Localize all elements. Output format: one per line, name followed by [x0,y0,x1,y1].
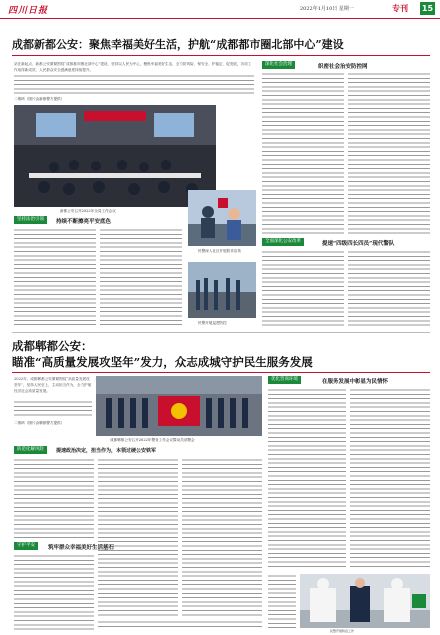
patrol-photo-caption: 民警开展巡逻防控 [198,321,227,325]
community-photo [188,190,256,246]
masthead [0,0,440,19]
article2-headline-line2: 瞄准“高质量发展攻坚年”发力，众志成城守护民生服务发展 [12,355,313,369]
article-divider [12,332,430,333]
article1-subhead-tag-3: 全面深化公安改革 [262,238,304,246]
issue-date: 2022年1月10日 星期一 [300,6,354,12]
article2-column-7 [350,388,430,568]
article2-column-1 [14,458,94,538]
article1-column-4 [348,72,430,236]
article1-column-2 [100,228,182,328]
article1-headline: 成都新都公安：聚焦幸福美好生活，护航“成都都市圈北部中心”建设 [12,38,344,51]
article1-column-3 [262,72,344,236]
meeting-photo [14,105,216,207]
article2-column-6 [268,388,346,568]
article2-subhead-title-3: 筑牢群众幸福美好生活基石 [48,545,115,551]
meeting-photo-caption: 新都公安召开2022年全局工作会议 [60,209,116,213]
epidemic-photo [300,574,430,628]
article1-subhead-tag-2: 深化社会治理 [262,61,295,69]
headline-rule [12,55,430,56]
article2-subhead-tag-1: 优化营商环境 [268,376,301,384]
article1-subhead-tag-1: 坚持法治引领 [14,216,47,224]
article1-lead-text [14,74,254,94]
article2-column-3 [182,458,262,618]
article1-column-6 [348,250,430,328]
article2-subhead-title-1: 在服务发展中彰显为民情怀 [322,379,389,385]
article2-column-2 [98,458,178,618]
article1-subhead-title-2: 织密社会治安防控网 [318,64,368,70]
article2-subhead-title-2: 提速政治决定，担当作为，本领过硬公安铁军 [56,448,157,454]
epidemic-photo-caption: 民警开展防疫工作 [330,629,355,633]
article2-column-5 [98,620,262,630]
page-number: 15 [421,4,434,13]
article1-subhead-title-3: 提速“四级四长四员”现代警队 [322,241,395,247]
article2-subhead-tag-3: 守护平安 [14,542,38,550]
article2-column-8 [268,574,296,630]
article2-lead: 2022年，成都郫都公安紧紧围绕“高质量发展攻坚年”，坚持人民至上，主动担当作为，全力护航经济社会高质量发展。 [14,377,92,393]
headline-rule-2 [12,372,430,373]
newspaper-logo: 四川日报 [8,6,49,16]
article1-column-5 [262,250,344,328]
article1-subhead-title-1: 持续不断擦亮平安底色 [56,219,112,225]
article1-byline: 二维码（图片由新都警方提供） [14,97,65,101]
section-label: 专刊 [392,3,408,13]
article2-headline-line1: 成都郫都公安： [12,339,93,353]
article1-lead: 站在新起点，新都公安紧紧围绕“成都都市圈北部中心”建设，坚持以人民为中心，聚焦幸福美好生活，全力防风险、保安全、护稳定、促发展，各项工作取得新成效，人民群众安全感满意度持续提升。 [14,62,252,72]
article2-byline: 二维码（图片由郫都警方提供） [14,421,65,425]
patrol-photo [188,262,256,318]
ceremony-photo-caption: 成都郫都公安召开2022年警务工作会议暨动员部署会 [110,438,195,442]
article1-column-1 [14,228,96,328]
ceremony-photo [96,376,262,436]
article2-column-4 [14,554,94,630]
article2-lead-text [14,400,92,418]
article2-subhead-tag-2: 防范化解风险 [14,446,47,454]
community-photo-caption: 民警深入社区开展防诈宣传 [198,249,242,253]
